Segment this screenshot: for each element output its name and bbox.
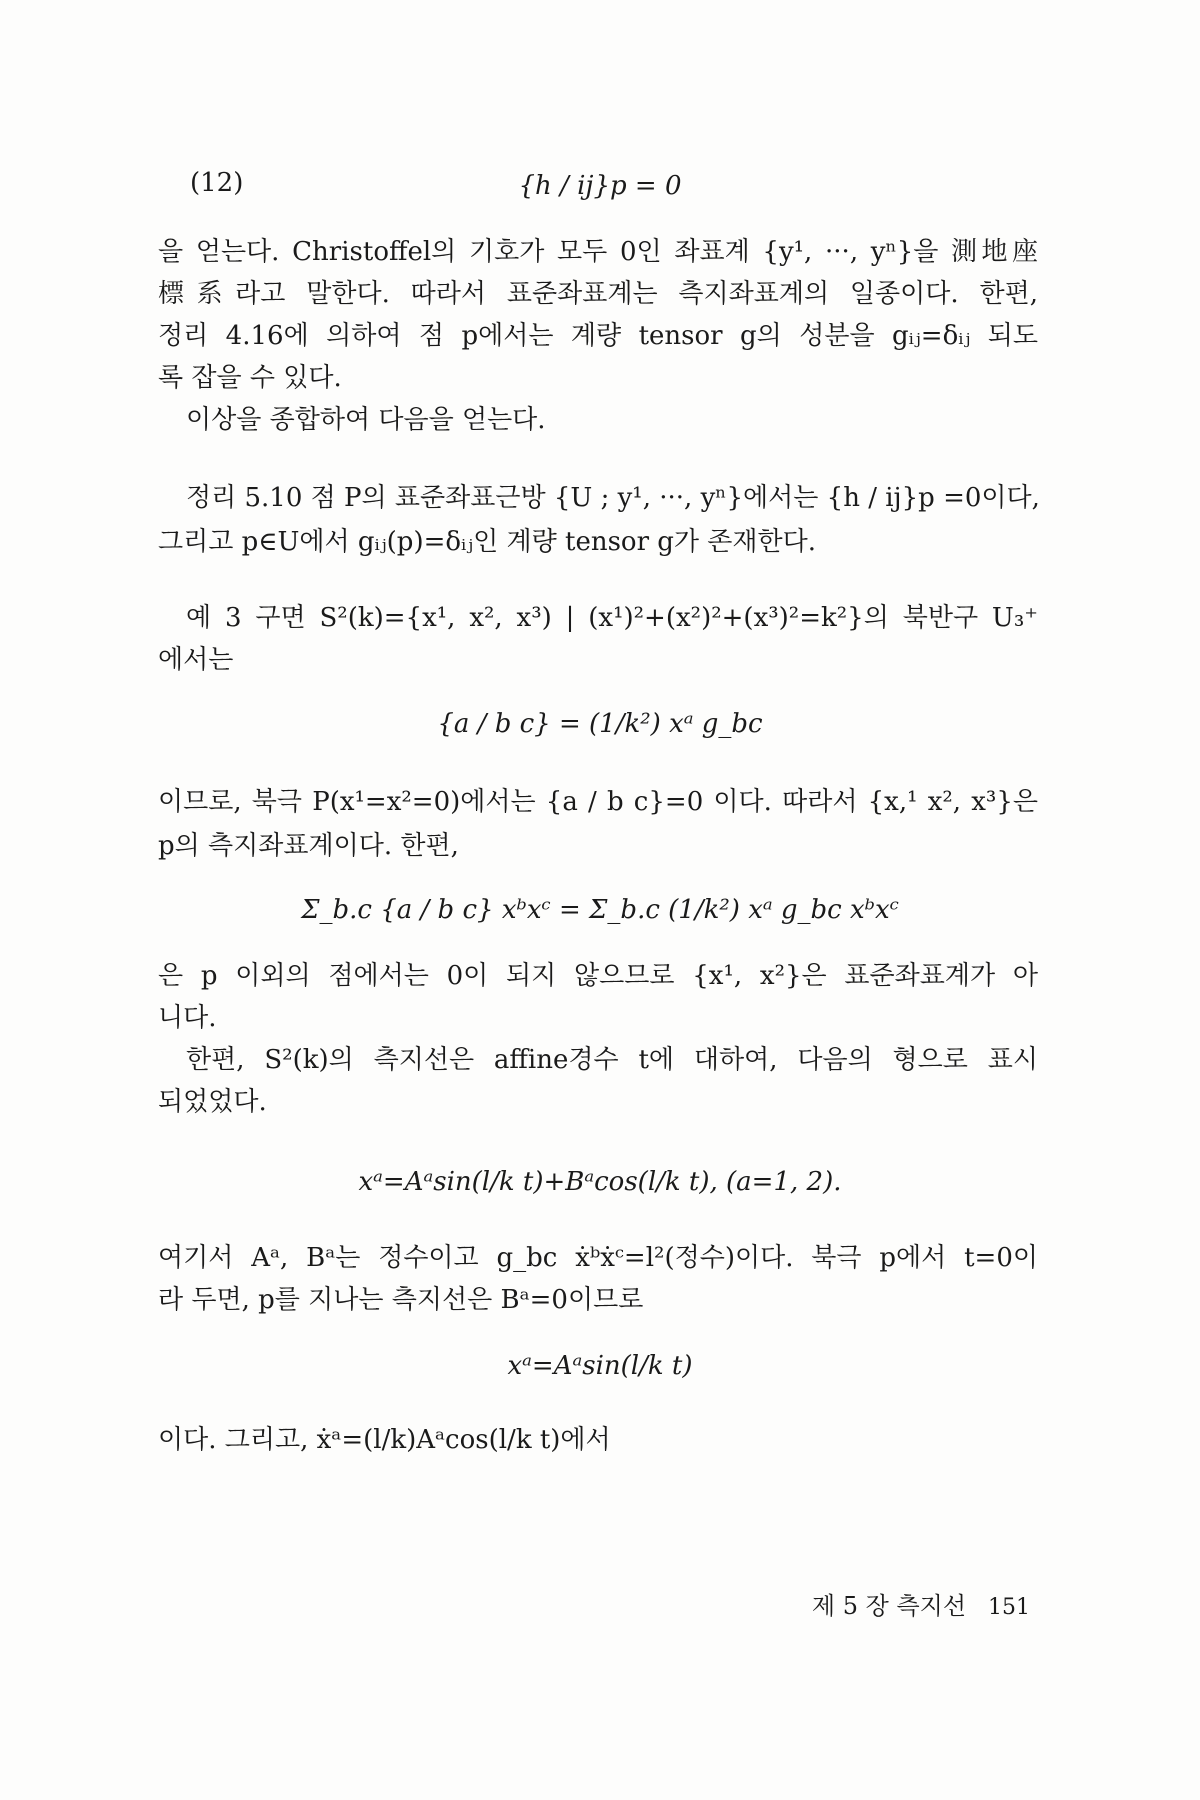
page-footer (770, 1586, 1030, 1621)
geodesic-equation: xᵃ=Aᵃsin(l/k t)+Bᵃcos(l/k t), (a=1, 2). (358, 1167, 842, 1197)
theorem-line: 그리고 p∈U에서 gᵢⱼ(p)=δᵢⱼ인 계량 tensor g가 존재한다. (158, 527, 817, 557)
text-line: 록 잡을 수 있다. (158, 363, 342, 393)
example-line: 은 p 이외의 점에서는 0이 되지 않으므로 {x¹, x²}은 표준좌표계가 아 (158, 961, 1038, 991)
theorem-line: 정리 5.10 점 P의 표준좌표근방 {U ; y¹, ···, yⁿ}에서는 {h / ij}p =0이다, (186, 483, 1040, 513)
example-line: 예 3 구면 S²(k)={x¹, x², x³) | (x¹)²+(x²)²+(x³)²=k²}의 북반구 U₃⁺ (186, 603, 1038, 633)
text-line: 을 얻는다. Christoffel의 기호가 모두 0인 좌표계 {y¹, ···, yⁿ}을 測地座 (158, 237, 1038, 267)
example-line: p의 측지좌표계이다. 한편, (158, 831, 459, 861)
geodesic-through-p-equation: xᵃ=Aᵃsin(l/k t) (507, 1351, 693, 1381)
text-line: 여기서 Aᵃ, Bᵃ는 정수이고 g_bc ẋᵇẋᶜ=l²(정수)이다. 북극 p에서 t=0이 (158, 1243, 1038, 1273)
christoffel-equation: {a / b c} = (1/k²) xᵃ g_bc (437, 709, 763, 739)
equation-formula: {h / ij}p = 0 (518, 171, 682, 201)
page-number: 151 (988, 1595, 1030, 1620)
example-line: 니다. (158, 1003, 217, 1033)
example-line: 이므로, 북극 P(x¹=x²=0)에서는 {a / b c}=0 이다. 따라서 {x,¹ x², x³}은 (158, 787, 1038, 817)
text-line: 정리 4.16에 의하여 점 p에서는 계량 tensor g의 성분을 gᵢⱼ=δᵢⱼ 되도 (158, 321, 1038, 351)
example-line: 에서는 (158, 645, 234, 675)
sum-equation: Σ_b.c {a / b c} xᵇxᶜ = Σ_b.c (1/k²) xᵃ g_bc xᵇxᶜ (301, 895, 899, 925)
text-line: 이다. 그리고, ẋᵃ=(l/k)Aᵃcos(l/k t)에서 (158, 1425, 611, 1455)
text-line: 되었었다. (158, 1087, 267, 1117)
text-line: 標系라고 말한다. 따라서 표준좌표계는 측지좌표계의 일종이다. 한편, (158, 279, 1038, 309)
equation-number: (12) (190, 168, 244, 198)
text-line: 한편, S²(k)의 측지선은 affine경수 t에 대하여, 다음의 형으로 표시 (186, 1045, 1038, 1075)
text-line: 이상을 종합하여 다음을 얻는다. (186, 405, 546, 435)
text-line: 라 두면, p를 지나는 측지선은 Bᵃ=0이므로 (158, 1285, 644, 1315)
chapter-title: 제 5 장 측지선 (811, 1592, 966, 1620)
